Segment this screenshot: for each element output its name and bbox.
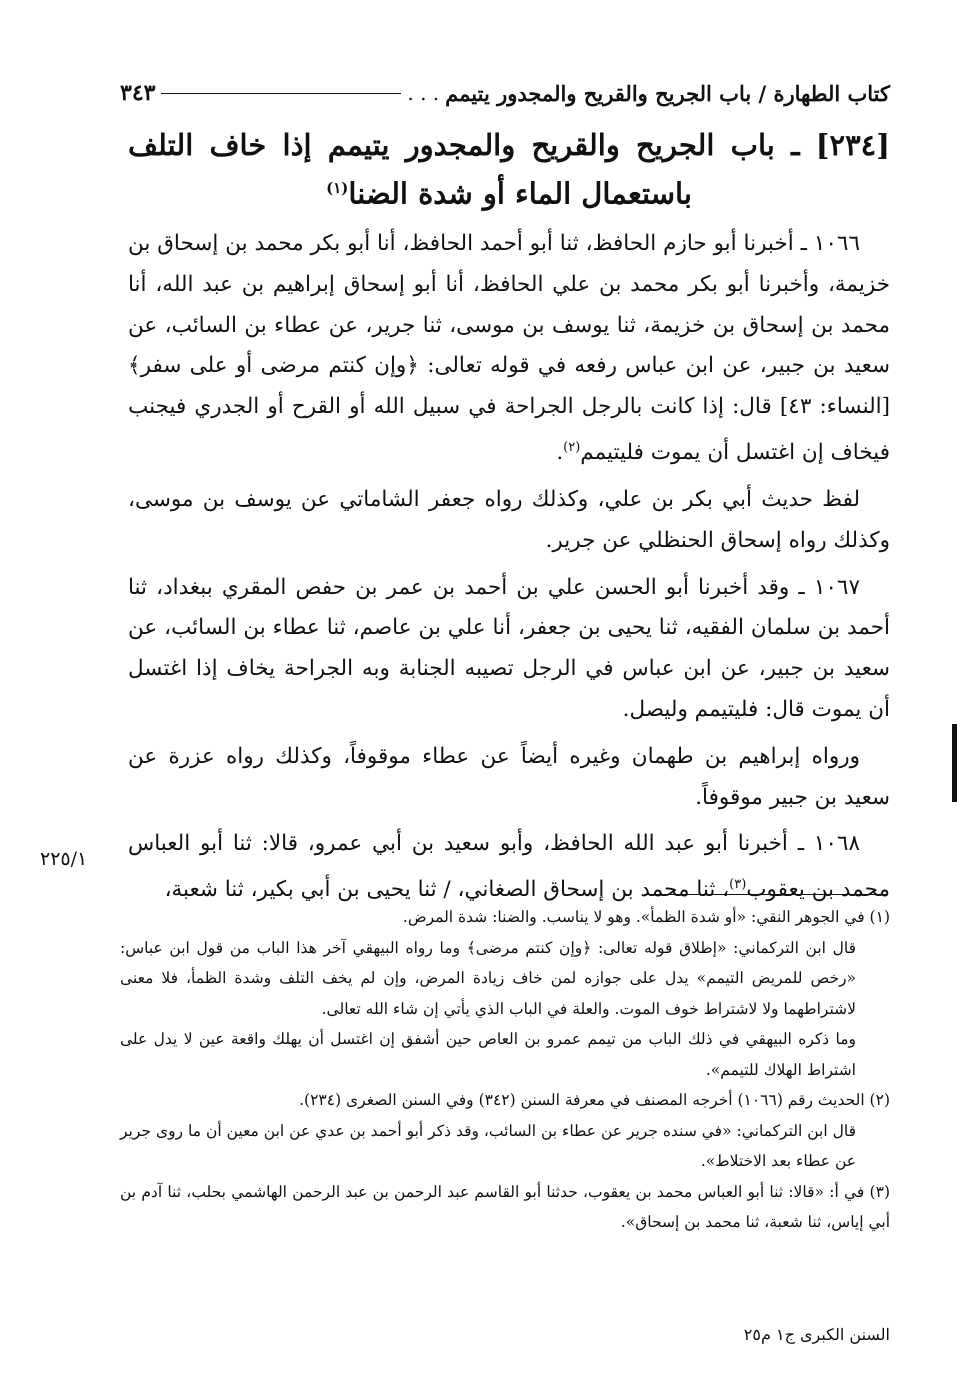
margin-bar <box>952 724 957 802</box>
footnote-2: (٢) الحديث رقم (١٠٦٦) أخرجه المصنف في معرفة السنن (٣٤٢) وفي السنن الصغرى (٢٣٤). <box>299 1091 890 1109</box>
hadith-1068 <box>128 824 890 911</box>
running-dots: . . . <box>407 81 440 105</box>
footnote-divider <box>644 894 888 895</box>
footnote-ref-1: (١) <box>326 179 349 197</box>
chapter-heading <box>128 124 890 216</box>
footnote-ref-3: (٣) <box>729 877 747 893</box>
hadith-text: أخبرنا أبو عبد الله الحافظ، وأبو سعيد بن أبي عمرو، قالا: ثنا أبو العباس محمد بن يعقوب <box>128 831 890 903</box>
footnote-2-continued: قال ابن التركماني: «في سنده جرير عن عطاء بن السائب، وقد ذكر أبو أحمد بن عدي عن ابن معين أن ما روى جرير عن عطاء بعد الاختلاط». <box>120 1121 856 1170</box>
manuscript-margin-reference: ٢٢٥/١ <box>40 848 88 870</box>
footnote-1-continued: وما ذكره البيهقي في ذلك الباب من تيمم عمرو بن العاص حين أشفق إن اغتسل أن يهلك واقعة عين لا يدل على اشتراط الهلاك للتيمم». <box>120 1030 856 1079</box>
commentary-paragraph: لفظ حديث أبي بكر بن علي، وكذلك رواه جعفر الشاماتي عن يوسف بن موسى، وكذلك رواه إسحاق الحنظلي عن جرير. <box>128 486 890 553</box>
header-rule <box>161 93 401 94</box>
hadith-1066 <box>128 224 890 474</box>
footnote-1: (١) في الجوهر النقي: «أو شدة الظمأ». وهو لا يناسب. والضنا: شدة المرض. <box>402 908 890 926</box>
hadith-number: ١٠٦٧ ـ <box>798 574 861 600</box>
volume-signature: السنن الكبرى ج١ م٢٥ <box>743 1325 890 1344</box>
hadith-text-continued: ، ثنا محمد بن إسحاق الصغاني، / ثنا يحيى بن أبي بكير، ثنا شعبة، <box>164 877 730 903</box>
hadith-text: أخبرنا أبو حازم الحافظ، ثنا أبو أحمد الحافظ، أنا أبو بكر محمد بن إسحاق بن خزيمة، وأخبرنا أبو بكر محمد بن علي الحافظ، أنا أبو إسحاق إبراهيم بن عبد الله، أنا محمد بن إسحاق بن خزيمة، ثنا يوسف بن موسى، ثنا جرير، عن عطاء بن السائب، عن سعيد بن جبير، عن ابن عباس رفعه في قوله تعالى: ﴿وإن كنتم مرضى أو على سفر﴾ [النساء: ٤٣] قال: إذا كانت بالرجل الجراحة في سبيل الله أو القرح أو الجدري فيجنب فيخاف إن اغتسل أن يموت فليتيمم <box>128 231 890 466</box>
hadith-number: ١٠٦٨ ـ <box>797 831 860 857</box>
footnote-3: (٣) في أ: «قالا: ثنا أبو العباس محمد بن يعقوب، حدثنا أبو القاسم عبد الرحمن بن عبد الرحمن الهاشمي بحلب، ثنا آدم بن أبي إياس، ثنا شعبة، ثنا محمد بن إسحاق». <box>120 1182 890 1231</box>
hadith-number: ١٠٦٦ ـ <box>800 231 860 256</box>
main-text <box>128 224 890 917</box>
footnotes <box>120 902 890 1238</box>
hadith-1067 <box>128 568 890 731</box>
hadith-text: وقد أخبرنا أبو الحسن علي بن أحمد بن عمر بن حفص المقري ببغداد، ثنا أحمد بن سلمان الفقيه، ثنا يحيى بن جعفر، أنا علي بن عاصم، ثنا عطاء بن السائب، عن سعيد بن جبير، عن ابن عباس في الرجل تصيبه الجنابة وبه الجراحة يخاف إذا اغتسل أن يموت قال: فليتيمم وليصل. <box>128 574 890 722</box>
commentary-paragraph: ورواه إبراهيم بن طهمان وغيره أيضاً عن عطاء موقوفاً، وكذلك رواه عزرة عن سعيد بن جبير موقوفاً. <box>128 743 890 810</box>
footnote-ref-2: (٢) <box>563 439 581 455</box>
hadith-end: . <box>556 440 564 466</box>
page-number: ٣٤٣ <box>120 80 156 106</box>
running-title: كتاب الطهارة / باب الجريح والقريح والمجدور يتيمم <box>445 80 890 106</box>
footnote-1-continued: قال ابن التركماني: «إطلاق قوله تعالى: ﴿وإن كنتم مرضى﴾ وما رواه البيهقي آخر هذا الباب من قول ابن عباس: «رخص للمريض التيمم» يدل على جوازه لمن خاف زيادة المرض، وإن لم يخف التلف وشدة الظمأ، فلا معنى لاشتراطهما ولا لاشتراط خوف الموت. والعلة في الباب الذي يأتي إن شاء الله تعالى. <box>120 938 856 1018</box>
running-header <box>120 76 890 110</box>
chapter-title: [٢٣٤] ـ باب الجريح والقريح والمجدور يتيمم إذا خاف التلف باستعمال الماء أو شدة الضنا <box>128 128 890 211</box>
